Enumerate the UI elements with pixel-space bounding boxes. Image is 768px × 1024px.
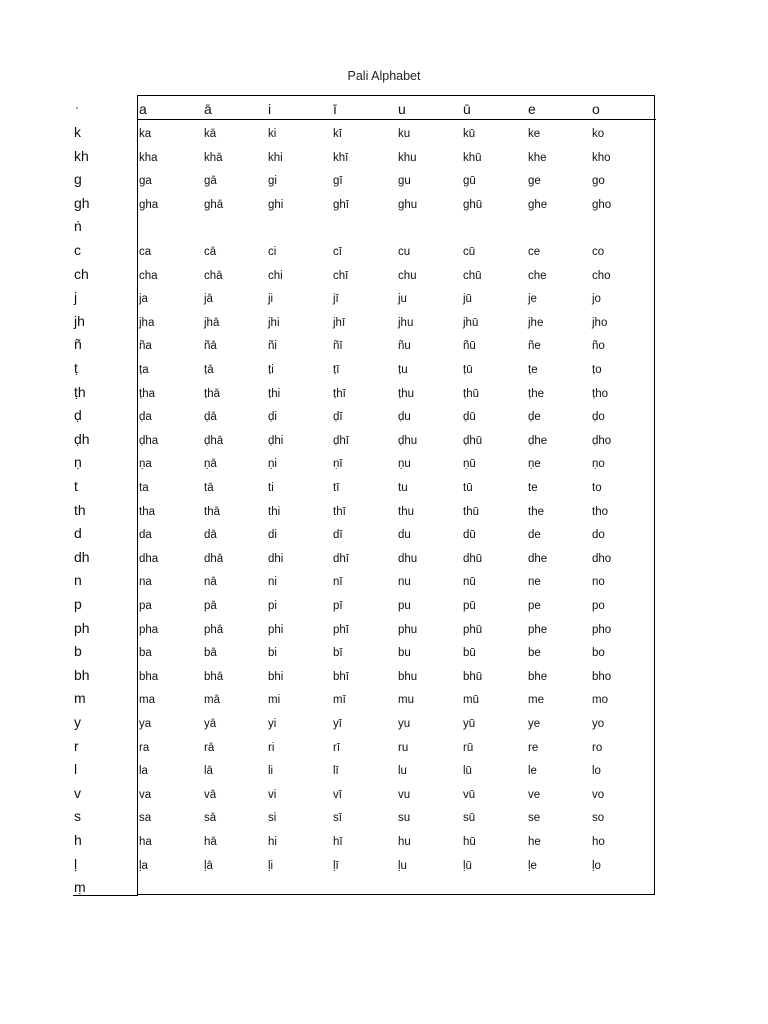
syllable-cell: ha xyxy=(139,836,152,848)
syllable-cell: co xyxy=(592,246,605,258)
syllable-cell: pā xyxy=(204,600,217,612)
consonant-label: ṭh xyxy=(74,383,86,400)
syllable-cell: ṭe xyxy=(528,364,538,376)
syllable-cell: se xyxy=(528,812,541,825)
syllable-cell: to xyxy=(592,482,602,494)
syllable-cell: ru xyxy=(398,741,409,754)
syllable-cell: mu xyxy=(398,694,414,707)
syllable-cell: mī xyxy=(333,694,346,707)
syllable-cell: phā xyxy=(204,623,224,636)
syllable-cell: phī xyxy=(333,623,349,636)
syllable-cell: mo xyxy=(592,694,608,707)
syllable-cell: ghi xyxy=(268,198,284,211)
syllable-cell: si xyxy=(268,812,277,825)
syllable-cell: ḍo xyxy=(592,411,605,424)
syllable-cell: jo xyxy=(592,293,601,306)
syllable-cell: cī xyxy=(333,246,342,258)
syllable-cell: ñā xyxy=(204,340,217,353)
syllable-cell: vā xyxy=(204,788,217,801)
consonant-label: d xyxy=(74,525,82,542)
syllable-cell: ge xyxy=(528,175,541,188)
syllable-cell: ḍā xyxy=(204,411,217,424)
consonant-label: j xyxy=(74,289,78,306)
syllable-cell: rū xyxy=(463,741,474,754)
vowel-header: a xyxy=(139,101,147,117)
syllable-cell: yi xyxy=(268,718,277,730)
syllable-cell: vū xyxy=(463,788,476,801)
syllable-cell: ji xyxy=(268,293,274,306)
consonant-label: ph xyxy=(74,619,90,636)
syllable-cell: ṭhi xyxy=(268,387,281,400)
syllable-cell: ṭū xyxy=(463,364,473,376)
syllable-cell: ḍī xyxy=(333,411,343,424)
syllable-cell: do xyxy=(592,529,605,542)
syllable-cell: tu xyxy=(398,482,408,494)
syllable-cell: ghī xyxy=(333,198,349,211)
syllable-cell: ñi xyxy=(268,340,277,353)
syllable-cell: ba xyxy=(139,647,152,660)
consonant-label: ṅ xyxy=(74,218,82,235)
syllable-cell: ju xyxy=(398,293,407,306)
syllable-cell: jhū xyxy=(463,316,479,329)
syllable-cell: pha xyxy=(139,623,159,636)
syllable-cell: khe xyxy=(528,151,547,164)
syllable-cell: ta xyxy=(139,482,149,494)
syllable-cell: ḍa xyxy=(139,411,152,424)
syllable-cell: dū xyxy=(463,529,476,542)
syllable-cell: su xyxy=(398,812,411,825)
syllable-cell: ḷa xyxy=(139,859,148,872)
syllable-cell: bho xyxy=(592,670,612,683)
syllable-cell: li xyxy=(268,765,274,778)
syllable-cell: hu xyxy=(398,836,411,848)
consonant-label: ch xyxy=(74,265,89,282)
syllable-cell: je xyxy=(528,293,537,306)
syllable-cell: pe xyxy=(528,600,541,612)
syllable-cell: mi xyxy=(268,694,281,707)
syllable-cell: ri xyxy=(268,741,275,754)
vowel-header: e xyxy=(528,101,536,117)
syllable-cell: yu xyxy=(398,718,411,730)
syllable-cell: ṭhe xyxy=(528,387,544,400)
syllable-cell: ḍi xyxy=(268,411,277,424)
syllable-cell: dho xyxy=(592,552,612,565)
syllable-cell: ḍu xyxy=(398,411,411,424)
syllable-cell: yā xyxy=(204,718,217,730)
vowel-header: ī xyxy=(333,101,337,117)
consonant-label: t xyxy=(74,478,78,494)
syllable-cell: ghe xyxy=(528,198,548,211)
consonant-label: ṃ xyxy=(74,879,86,896)
syllable-cell: jhī xyxy=(333,316,346,329)
syllable-cell: chū xyxy=(463,269,482,282)
syllable-cell: cha xyxy=(139,269,158,282)
consonant-label: g xyxy=(74,171,82,188)
syllable-cell: pho xyxy=(592,623,612,636)
syllable-cell: pi xyxy=(268,600,277,612)
syllable-cell: pī xyxy=(333,600,343,612)
syllable-cell: nū xyxy=(463,576,476,589)
syllable-cell: dhī xyxy=(333,552,349,565)
syllable-cell: kā xyxy=(204,128,217,140)
syllable-cell: jī xyxy=(333,293,339,306)
consonant-label: bh xyxy=(74,666,90,683)
syllable-cell: chi xyxy=(268,269,283,282)
syllable-cell: ho xyxy=(592,836,605,848)
syllable-cell: de xyxy=(528,529,541,542)
syllable-cell: khi xyxy=(268,151,283,164)
vowel-header: ū xyxy=(463,101,471,117)
syllable-cell: ṭhā xyxy=(204,387,220,400)
syllable-cell: ḍhī xyxy=(333,434,349,447)
syllable-cell: ṭha xyxy=(139,387,155,400)
syllable-cell: pu xyxy=(398,600,411,612)
syllable-cell: po xyxy=(592,600,605,612)
syllable-cell: khā xyxy=(204,151,223,164)
consonant-label: l xyxy=(74,761,78,778)
syllable-cell: ḍhū xyxy=(463,434,483,447)
syllable-cell: nī xyxy=(333,576,343,589)
syllable-cell: ṭho xyxy=(592,387,608,400)
syllable-cell: ve xyxy=(528,788,541,801)
vowel-header: o xyxy=(592,101,600,117)
syllable-cell: phu xyxy=(398,623,418,636)
consonant-label: b xyxy=(74,643,82,660)
syllable-cell: ro xyxy=(592,741,603,754)
syllable-cell: cū xyxy=(463,246,476,258)
syllable-cell: dhā xyxy=(204,552,224,565)
syllable-cell: ma xyxy=(139,694,155,707)
consonant-label: dh xyxy=(74,548,90,565)
syllable-cell: cho xyxy=(592,269,611,282)
syllable-cell: go xyxy=(592,175,605,188)
syllable-cell: bū xyxy=(463,647,476,660)
consonant-label: r xyxy=(74,737,79,754)
syllable-cell: bhe xyxy=(528,670,548,683)
syllable-cell: ki xyxy=(268,128,277,140)
syllable-cell: lū xyxy=(463,765,472,778)
syllable-cell: ye xyxy=(528,718,541,730)
syllable-cell: ṭhī xyxy=(333,387,346,400)
syllable-cell: ko xyxy=(592,128,605,140)
syllable-cell: ku xyxy=(398,128,411,140)
table-frame xyxy=(137,95,655,895)
syllable-cell: me xyxy=(528,694,544,707)
consonant-label: c xyxy=(74,242,81,258)
syllable-cell: khu xyxy=(398,151,417,164)
syllable-cell: nu xyxy=(398,576,411,589)
syllable-cell: ṇe xyxy=(528,458,541,471)
syllable-cell: ga xyxy=(139,175,152,188)
syllable-cell: ṭā xyxy=(204,364,214,376)
syllable-cell: tho xyxy=(592,505,608,518)
syllable-cell: thā xyxy=(204,505,220,518)
syllable-cell: ṇī xyxy=(333,458,343,471)
syllable-cell: ṇā xyxy=(204,458,217,471)
syllable-cell: bhā xyxy=(204,670,224,683)
syllable-cell: ḍe xyxy=(528,411,541,424)
vowel-header: u xyxy=(398,101,406,117)
syllable-cell: ne xyxy=(528,576,541,589)
consonant-label: ṇ xyxy=(74,454,82,471)
syllable-cell: thu xyxy=(398,505,414,518)
syllable-cell: dhū xyxy=(463,552,483,565)
syllable-cell: sa xyxy=(139,812,152,825)
syllable-cell: ke xyxy=(528,128,541,140)
syllable-cell: kha xyxy=(139,151,158,164)
syllable-cell: kī xyxy=(333,128,342,140)
syllable-cell: ñe xyxy=(528,340,541,353)
syllable-cell: vu xyxy=(398,788,411,801)
consonant-label: h xyxy=(74,832,82,848)
syllable-cell: hī xyxy=(333,836,343,848)
syllable-cell: mū xyxy=(463,694,479,707)
syllable-cell: ña xyxy=(139,340,152,353)
syllable-cell: ce xyxy=(528,246,541,258)
syllable-cell: cu xyxy=(398,246,411,258)
consonant-label: ñ xyxy=(74,336,82,353)
syllable-cell: vī xyxy=(333,788,342,801)
syllable-cell: la xyxy=(139,765,148,778)
consonant-label: gh xyxy=(74,194,90,211)
syllable-cell: ṭu xyxy=(398,364,408,376)
syllable-cell: gā xyxy=(204,175,217,188)
page-title: Pali Alphabet xyxy=(347,69,421,83)
syllable-cell: di xyxy=(268,529,277,542)
syllable-cell: the xyxy=(528,505,544,518)
syllable-cell: ghā xyxy=(204,198,224,211)
syllable-cell: tī xyxy=(333,482,340,494)
syllable-cell: bā xyxy=(204,647,217,660)
syllable-cell: thī xyxy=(333,505,346,518)
syllable-cell: sā xyxy=(204,812,217,825)
syllable-cell: re xyxy=(528,741,539,754)
syllable-cell: tha xyxy=(139,505,155,518)
syllable-cell: cā xyxy=(204,246,217,258)
syllable-cell: bu xyxy=(398,647,411,660)
syllable-cell: ḷī xyxy=(333,859,339,872)
syllable-cell: ṭi xyxy=(268,364,274,376)
syllable-cell: ghū xyxy=(463,198,483,211)
syllable-cell: vi xyxy=(268,788,277,801)
syllable-cell: phe xyxy=(528,623,548,636)
syllable-cell: ṇi xyxy=(268,458,277,471)
syllable-cell: jū xyxy=(463,293,472,306)
syllable-cell: chā xyxy=(204,269,223,282)
syllable-cell: lo xyxy=(592,765,601,778)
syllable-cell: ḷi xyxy=(268,859,274,872)
syllable-cell: lu xyxy=(398,765,407,778)
consonant-label: v xyxy=(74,784,81,801)
syllable-cell: gu xyxy=(398,175,411,188)
syllable-cell: gho xyxy=(592,198,612,211)
syllable-cell: rī xyxy=(333,741,341,754)
syllable-cell: khū xyxy=(463,151,482,164)
syllable-cell: jhu xyxy=(398,316,414,329)
syllable-cell: ṇa xyxy=(139,458,152,471)
syllable-cell: ghu xyxy=(398,198,418,211)
syllable-cell: bī xyxy=(333,647,343,660)
syllable-cell: rā xyxy=(204,741,215,754)
syllable-cell: ḍhā xyxy=(204,434,224,447)
syllable-cell: thi xyxy=(268,505,281,518)
syllable-cell: gī xyxy=(333,175,343,188)
syllable-cell: te xyxy=(528,482,538,494)
syllable-cell: ñu xyxy=(398,340,411,353)
consonant-label: ḍh xyxy=(74,430,90,447)
syllable-cell: sū xyxy=(463,812,476,825)
syllable-cell: dā xyxy=(204,529,217,542)
consonant-label: k xyxy=(74,124,81,140)
syllable-cell: ni xyxy=(268,576,277,589)
syllable-cell: he xyxy=(528,836,541,848)
syllable-cell: ḍhu xyxy=(398,434,418,447)
consonant-label: ḍ xyxy=(74,407,82,424)
syllable-cell: dhu xyxy=(398,552,418,565)
consonant-label: s xyxy=(74,808,81,825)
syllable-cell: ṭhu xyxy=(398,387,414,400)
syllable-cell: dha xyxy=(139,552,159,565)
syllable-cell: yo xyxy=(592,718,605,730)
syllable-cell: tā xyxy=(204,482,214,494)
syllable-cell: no xyxy=(592,576,605,589)
syllable-cell: ñī xyxy=(333,340,343,353)
syllable-cell: ḷo xyxy=(592,859,601,872)
consonant-label: p xyxy=(74,596,82,612)
syllable-cell: hi xyxy=(268,836,277,848)
corner-mark: · xyxy=(75,100,79,114)
syllable-cell: da xyxy=(139,529,152,542)
syllable-cell: lā xyxy=(204,765,213,778)
syllable-cell: pa xyxy=(139,600,152,612)
syllable-cell: chī xyxy=(333,269,349,282)
syllable-cell: du xyxy=(398,529,411,542)
syllable-cell: che xyxy=(528,269,547,282)
syllable-cell: gha xyxy=(139,198,159,211)
syllable-cell: hā xyxy=(204,836,217,848)
syllable-cell: sī xyxy=(333,812,342,825)
syllable-cell: ḷū xyxy=(463,859,472,872)
syllable-cell: bhī xyxy=(333,670,349,683)
consonant-label: th xyxy=(74,501,86,518)
syllable-cell: bhu xyxy=(398,670,418,683)
syllable-cell: ci xyxy=(268,246,277,258)
syllable-cell: ḷā xyxy=(204,859,213,872)
syllable-cell: le xyxy=(528,765,537,778)
syllable-cell: ca xyxy=(139,246,152,258)
syllable-cell: kho xyxy=(592,151,611,164)
syllable-cell: lī xyxy=(333,765,339,778)
syllable-cell: ṇū xyxy=(463,458,476,471)
vowel-header: ā xyxy=(204,101,212,117)
syllable-cell: dī xyxy=(333,529,343,542)
syllable-cell: ḍhi xyxy=(268,434,284,447)
syllable-cell: phi xyxy=(268,623,284,636)
syllable-cell: ḍū xyxy=(463,411,476,424)
syllable-cell: jho xyxy=(592,316,608,329)
syllable-cell: ja xyxy=(139,293,148,306)
syllable-cell: ñū xyxy=(463,340,476,353)
syllable-cell: bhi xyxy=(268,670,284,683)
consonant-label: ḷ xyxy=(74,855,78,872)
header-divider xyxy=(137,119,656,120)
syllable-cell: bhū xyxy=(463,670,483,683)
syllable-cell: ḍha xyxy=(139,434,159,447)
syllable-cell: na xyxy=(139,576,152,589)
syllable-cell: ño xyxy=(592,340,605,353)
syllable-cell: ra xyxy=(139,741,150,754)
syllable-cell: hū xyxy=(463,836,476,848)
consonant-label: y xyxy=(74,714,81,730)
syllable-cell: be xyxy=(528,647,541,660)
syllable-cell: mā xyxy=(204,694,220,707)
consonant-label: jh xyxy=(74,312,85,329)
syllable-cell: ṭo xyxy=(592,364,602,376)
syllable-cell: gū xyxy=(463,175,476,188)
syllable-cell: phū xyxy=(463,623,483,636)
syllable-cell: ḷu xyxy=(398,859,407,872)
consonant-label: ṭ xyxy=(74,360,78,376)
syllable-cell: ṭī xyxy=(333,364,340,376)
syllable-cell: ḍhe xyxy=(528,434,548,447)
syllable-cell: khī xyxy=(333,151,349,164)
syllable-cell: gi xyxy=(268,175,277,188)
syllable-cell: vo xyxy=(592,788,605,801)
syllable-cell: ṭhū xyxy=(463,387,479,400)
syllable-cell: bo xyxy=(592,647,605,660)
consonant-label: n xyxy=(74,572,82,589)
syllable-cell: dhi xyxy=(268,552,284,565)
syllable-cell: jha xyxy=(139,316,155,329)
syllable-cell: ya xyxy=(139,718,152,730)
syllable-cell: jhi xyxy=(268,316,280,329)
syllable-cell: ḍho xyxy=(592,434,612,447)
consonant-label: kh xyxy=(74,147,89,164)
syllable-cell: chu xyxy=(398,269,417,282)
syllable-cell: dhe xyxy=(528,552,548,565)
syllable-cell: ṭa xyxy=(139,364,149,376)
syllable-cell: kū xyxy=(463,128,476,140)
syllable-cell: bi xyxy=(268,647,277,660)
syllable-cell: ḷe xyxy=(528,859,537,872)
syllable-cell: pū xyxy=(463,600,476,612)
syllable-cell: yī xyxy=(333,718,342,730)
syllable-cell: ṇo xyxy=(592,458,605,471)
syllable-cell: bha xyxy=(139,670,159,683)
consonant-label: m xyxy=(74,690,86,707)
syllable-cell: ka xyxy=(139,128,152,140)
syllable-cell: yū xyxy=(463,718,476,730)
syllable-cell: ti xyxy=(268,482,274,494)
syllable-cell: jhā xyxy=(204,316,220,329)
syllable-cell: thū xyxy=(463,505,479,518)
syllable-cell: jā xyxy=(204,293,213,306)
vowel-header: i xyxy=(268,101,272,117)
syllable-cell: nā xyxy=(204,576,217,589)
syllable-cell: va xyxy=(139,788,152,801)
syllable-cell: tū xyxy=(463,482,473,494)
syllable-cell: jhe xyxy=(528,316,544,329)
syllable-cell: ṇu xyxy=(398,458,411,471)
syllable-cell: so xyxy=(592,812,605,825)
